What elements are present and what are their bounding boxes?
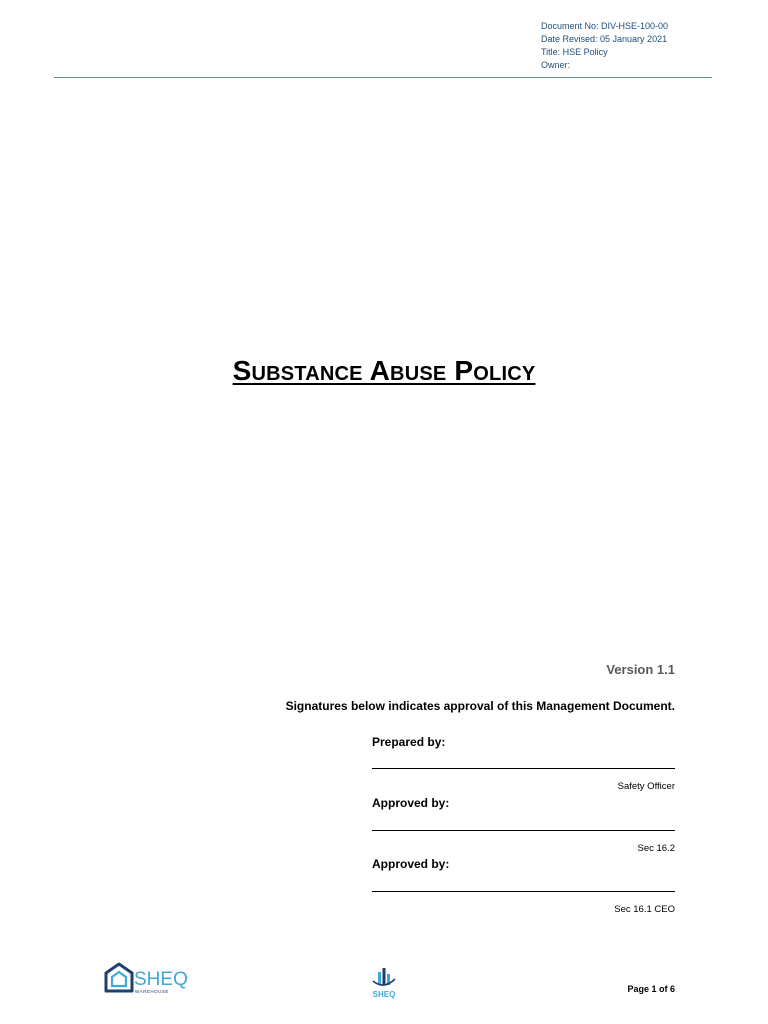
logo-center-text: SHEQ (372, 990, 396, 999)
approved-by-signature-line-2 (372, 891, 675, 892)
version-label: Version 1.1 (606, 662, 675, 677)
page-title: Substance Abuse Policy (232, 355, 536, 386)
logo-left-text: SHEQ (134, 969, 188, 990)
prepared-by-signature-line (372, 768, 675, 769)
logo-left-subtext: WAREHOUSE (135, 989, 169, 994)
prepared-by-role: Safety Officer (617, 781, 675, 792)
svg-text:SHEQ (373, 990, 396, 999)
header-divider (54, 77, 712, 78)
approved-by-signature-line (372, 830, 675, 831)
date-revised: Date Revised: 05 January 2021 (541, 34, 668, 44)
svg-text:SHEQ (134, 969, 188, 990)
prepared-by-label: Prepared by: (372, 735, 446, 749)
svg-text:WAREHOUSE (135, 989, 169, 994)
approved-by-role: Sec 16.2 (637, 843, 675, 854)
approval-note: Signatures below indicates approval of this Management Document. (285, 699, 675, 713)
title-wrapper (0, 355, 768, 387)
document-header-block (541, 20, 668, 72)
document-title-meta: Title: HSE Policy (541, 47, 608, 57)
sheq-center-logo (370, 964, 398, 1000)
document-owner: Owner: (541, 60, 571, 70)
page-number: Page 1 of 6 (627, 984, 675, 994)
document-number: Document No: DIV-HSE-100-00 (541, 21, 669, 31)
approved-by-role-2: Sec 16.1 CEO (614, 904, 675, 915)
sheq-warehouse-logo (104, 961, 188, 997)
approved-by-label-2: Approved by: (372, 857, 450, 871)
approved-by-label: Approved by: (372, 796, 450, 810)
